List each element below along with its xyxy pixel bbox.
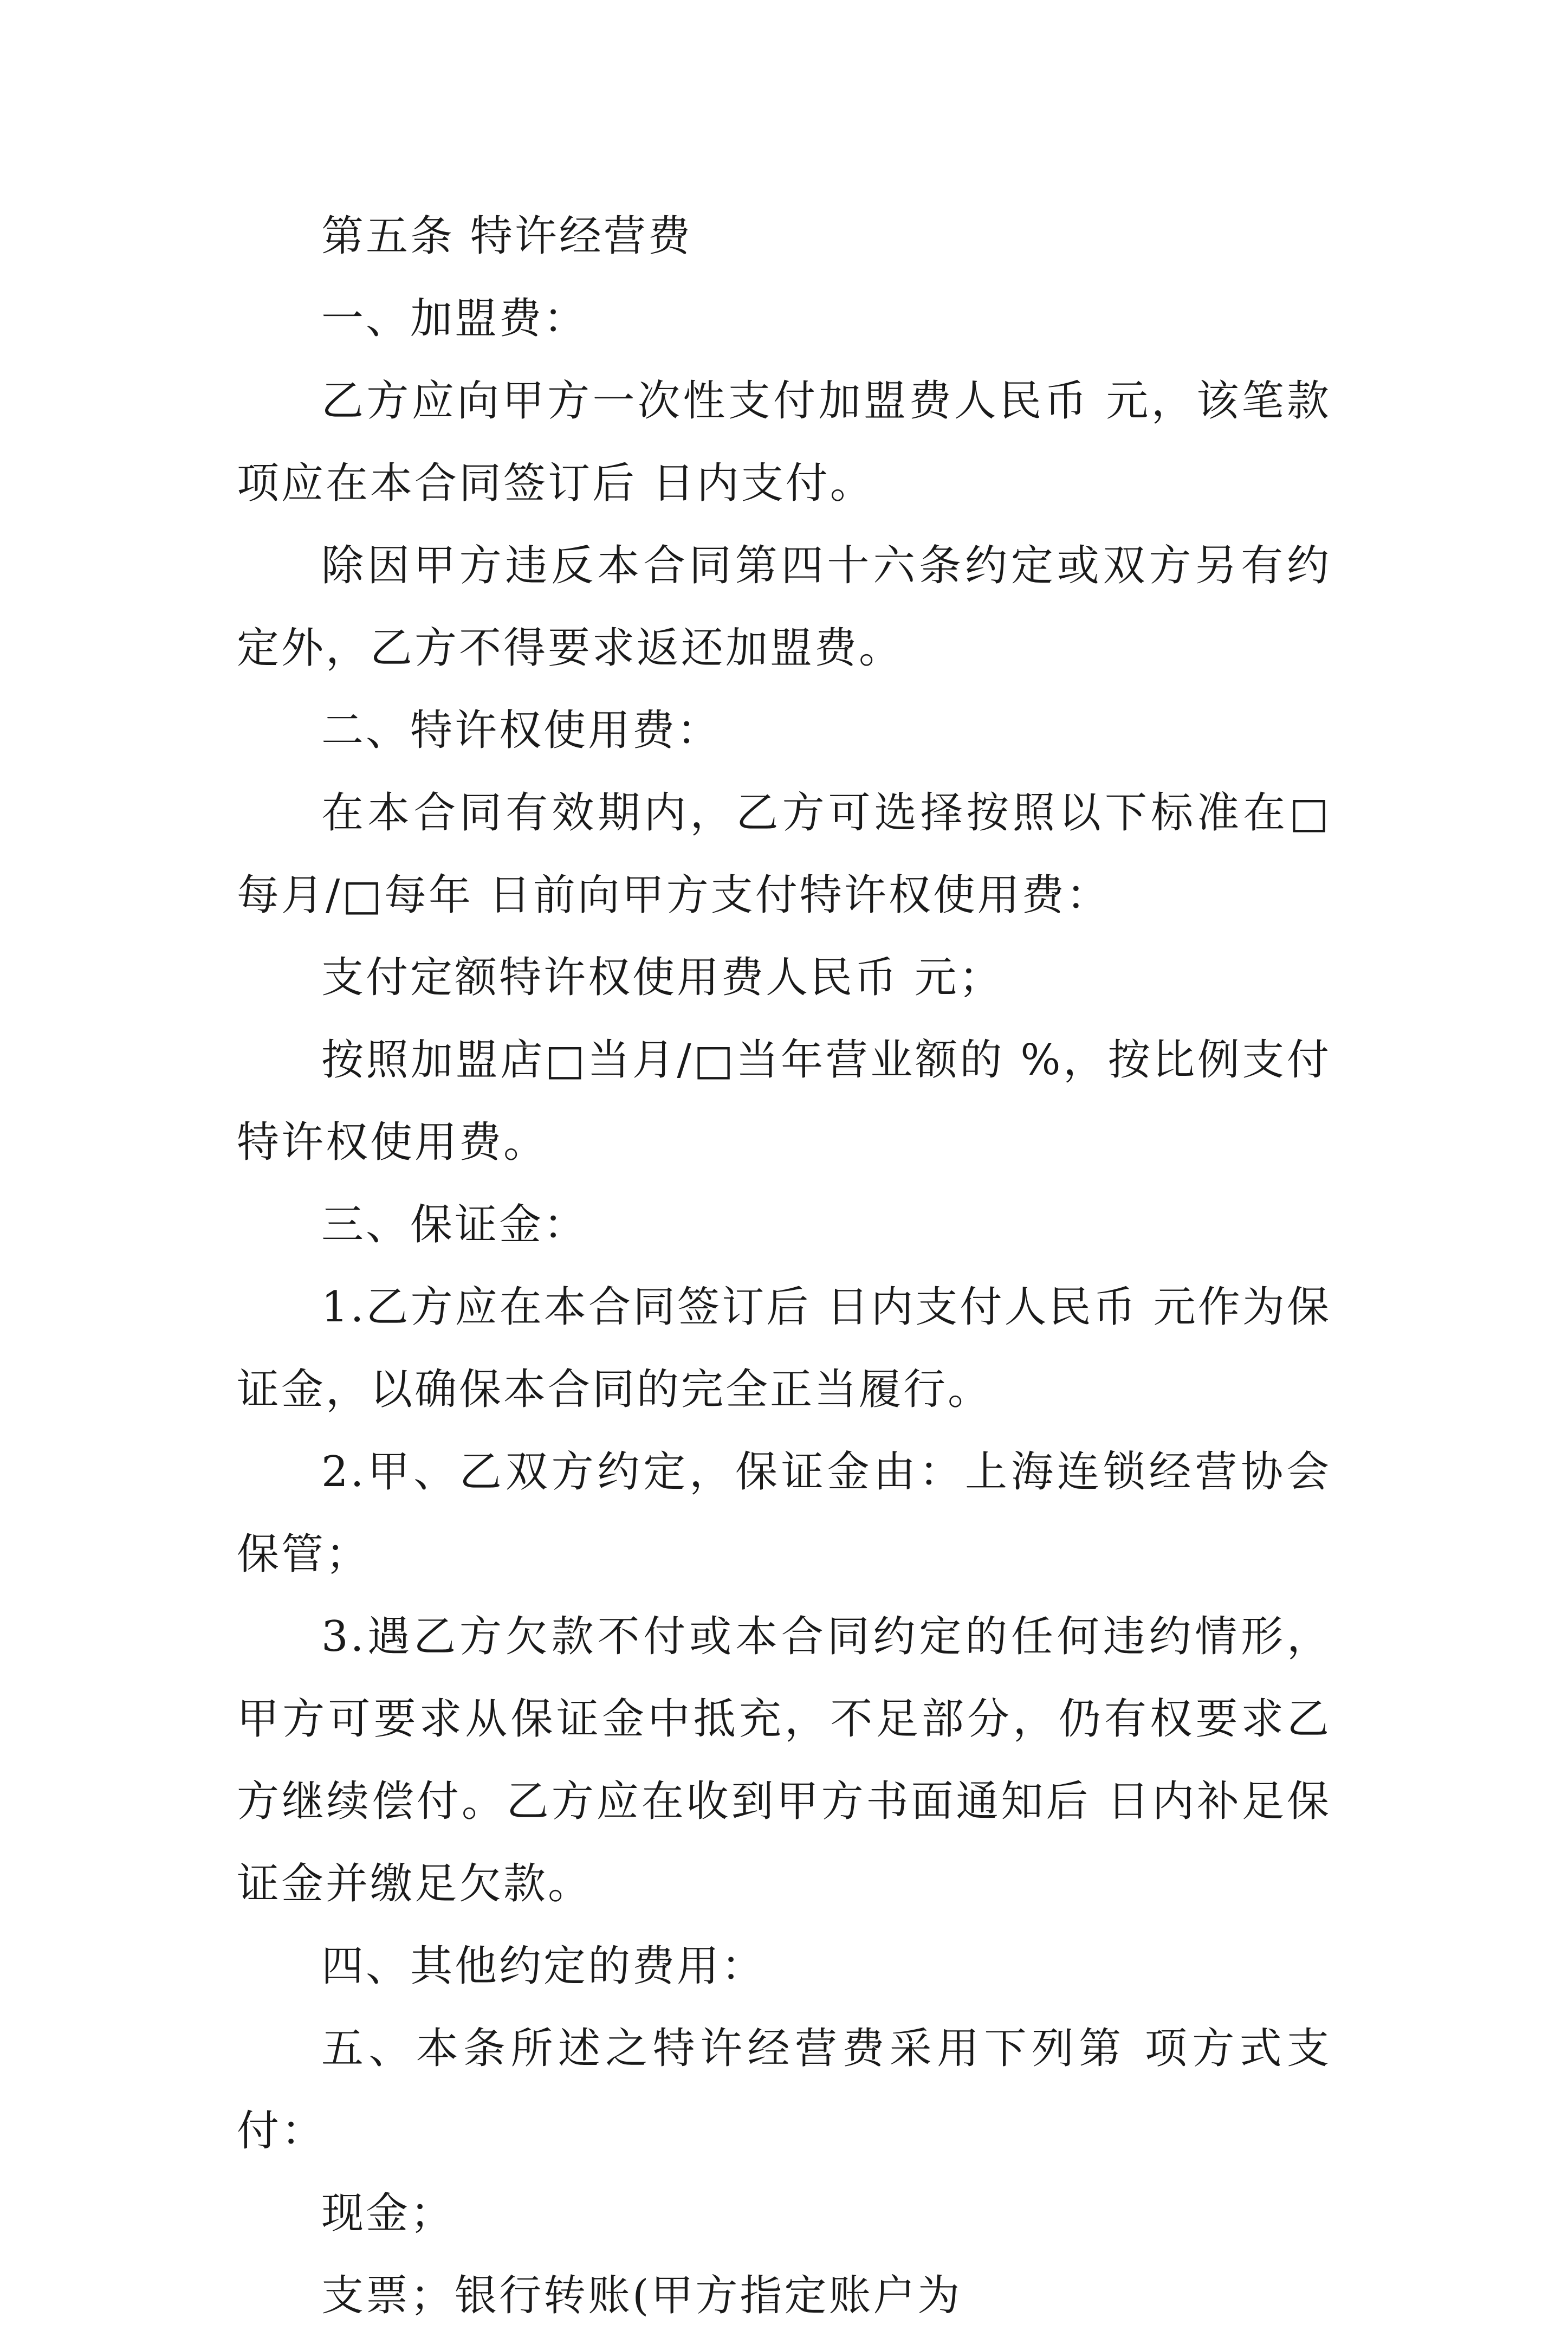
paragraph: 支票；银行转账(甲方指定账户为: [321, 2271, 962, 2320]
section-heading-franchise-fee: 一、加盟费：: [321, 294, 588, 343]
paragraph: 现金；: [321, 2189, 455, 2238]
paragraph: 按照加盟店□当月/□当年营业额的 %，按比例支付特许权使用费。: [237, 1036, 1331, 1167]
article-heading: 第五条 特许经营费: [321, 212, 692, 261]
paragraph: 1.乙方应在本合同签订后 日内支付人民币 元作为保证金，以确保本合同的完全正当履行。: [237, 1283, 1331, 1414]
document-body: [237, 195, 1331, 2337]
paragraph: 乙方应向甲方一次性支付加盟费人民币 元，该笔款项应在本合同签订后 日内支付。: [237, 377, 1331, 508]
paragraph: 在本合同有效期内，乙方可选择按照以下标准在□每月/□每年 日前向甲方支付特许权使用费：: [237, 789, 1331, 920]
paragraph: 除因甲方违反本合同第四十六条约定或双方另有约定外，乙方不得要求返还加盟费。: [237, 541, 1331, 673]
section-heading-payment-method: 五、本条所述之特许经营费采用下列第 项方式支付：: [237, 2024, 1331, 2155]
paragraph: 2.甲、乙双方约定，保证金由：上海连锁经营协会保管；: [237, 1448, 1331, 1579]
paragraph: 支付定额特许权使用费人民币 元；: [321, 953, 1003, 1002]
section-heading-deposit: 三、保证金：: [321, 1200, 588, 1249]
paragraph: 3.遇乙方欠款不付或本合同约定的任何违约情形，甲方可要求从保证金中抵充，不足部分，仍有权要求乙方继续偿付。乙方应在收到甲方书面通知后 日内补足保证金并缴足欠款。: [237, 1612, 1331, 1908]
section-heading-royalty: 二、特许权使用费：: [321, 706, 722, 755]
section-heading-other-fees: 四、其他约定的费用：: [321, 1942, 766, 1991]
